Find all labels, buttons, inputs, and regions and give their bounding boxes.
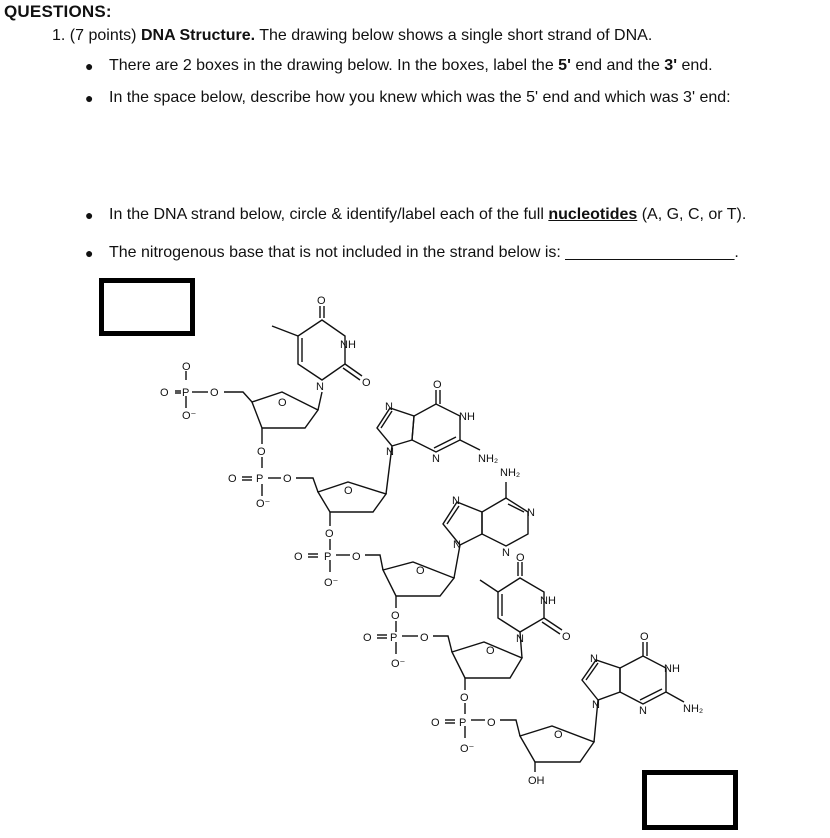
bullet-icon: ● <box>85 58 94 74</box>
atom-label: O⁻ <box>391 658 406 670</box>
bullet-icon: ● <box>85 245 94 261</box>
question-topic: DNA Structure. <box>140 27 256 44</box>
atom-label: NH <box>340 339 356 351</box>
atom-label: P <box>390 632 398 644</box>
question-number: 1. <box>52 27 66 44</box>
atom-label: O <box>352 551 361 563</box>
atom-label: NH <box>540 595 556 607</box>
atom-label: O <box>160 387 169 399</box>
atom-label: N <box>316 381 324 393</box>
atom-label: P <box>459 717 467 729</box>
atom-label: O <box>210 387 219 399</box>
atom-label: N <box>385 401 393 413</box>
atom-label: O <box>294 551 303 563</box>
atom-label: N <box>452 495 460 507</box>
bullet-text: In the space below, describe how you knew which was the 5' end and which was 3' end: <box>109 89 731 106</box>
atom-label: O⁻ <box>256 498 271 510</box>
atom-label: O <box>325 528 334 540</box>
five-prime-label: 5' <box>558 57 571 74</box>
page-heading: QUESTIONS: <box>4 2 112 21</box>
atom-label: OH <box>528 775 545 787</box>
atom-label: O <box>317 295 326 307</box>
atom-label: P <box>324 551 332 563</box>
atom-label: N <box>639 705 647 717</box>
bullet-icon: ● <box>85 90 94 106</box>
atom-label: O <box>460 692 469 704</box>
atom-label: O⁻ <box>324 577 339 589</box>
atom-label: NH₂ <box>478 453 499 465</box>
atom-label: O <box>486 645 495 657</box>
atom-label: O <box>362 377 371 389</box>
bullet-text: (A, G, C, or T). <box>637 206 747 223</box>
bullet-icon: ● <box>85 207 94 223</box>
atom-label: O <box>278 397 287 409</box>
atom-label: O <box>283 473 292 485</box>
question-points: (7 points) <box>69 27 137 44</box>
atom-label: O <box>344 485 353 497</box>
atom-label: NH <box>664 663 680 675</box>
bullet-text: In the DNA strand below, circle & identify/label each of the full <box>109 206 549 223</box>
atom-label: O <box>363 632 372 644</box>
atom-label: P <box>182 387 190 399</box>
atom-label: N <box>453 539 461 551</box>
atom-label: O <box>416 565 425 577</box>
atom-label: O <box>554 729 563 741</box>
atom-label: P <box>256 473 264 485</box>
bullet-text: end. <box>677 57 713 74</box>
nucleotides-term: nucleotides <box>548 206 638 223</box>
three-prime-label: 3' <box>664 57 677 74</box>
atom-label: N <box>386 446 394 458</box>
atom-label: O⁻ <box>182 410 197 422</box>
atom-label: N <box>502 547 510 559</box>
atom-label: O <box>516 552 525 564</box>
atom-label: NH <box>459 411 475 423</box>
bullet-text: end and the <box>570 57 665 74</box>
atom-label: N <box>432 453 440 465</box>
bullet-text: The nitrogenous base that is not included in the strand below is: ___________________. <box>109 244 739 261</box>
atom-label: NH₂ <box>683 703 704 715</box>
question-prompt: The drawing below shows a single short strand of DNA. <box>259 27 653 44</box>
atom-label: O <box>391 610 400 622</box>
atom-labels <box>160 295 703 787</box>
atom-label: O <box>420 632 429 644</box>
atom-label: NH₂ <box>500 467 521 479</box>
atom-label: O <box>562 631 571 643</box>
atom-label: O <box>433 379 442 391</box>
atom-label: O <box>257 446 266 458</box>
atom-label: N <box>590 653 598 665</box>
atom-label: N <box>592 699 600 711</box>
atom-label: N <box>527 507 535 519</box>
bullet-text: There are 2 boxes in the drawing below. In the boxes, label the <box>109 57 559 74</box>
atom-label: N <box>516 633 524 645</box>
atom-label: O <box>640 631 649 643</box>
atom-label: O <box>431 717 440 729</box>
atom-label: O <box>487 717 496 729</box>
atom-label: O <box>182 361 191 373</box>
atom-label: O <box>228 473 237 485</box>
atom-label: O⁻ <box>460 743 475 755</box>
